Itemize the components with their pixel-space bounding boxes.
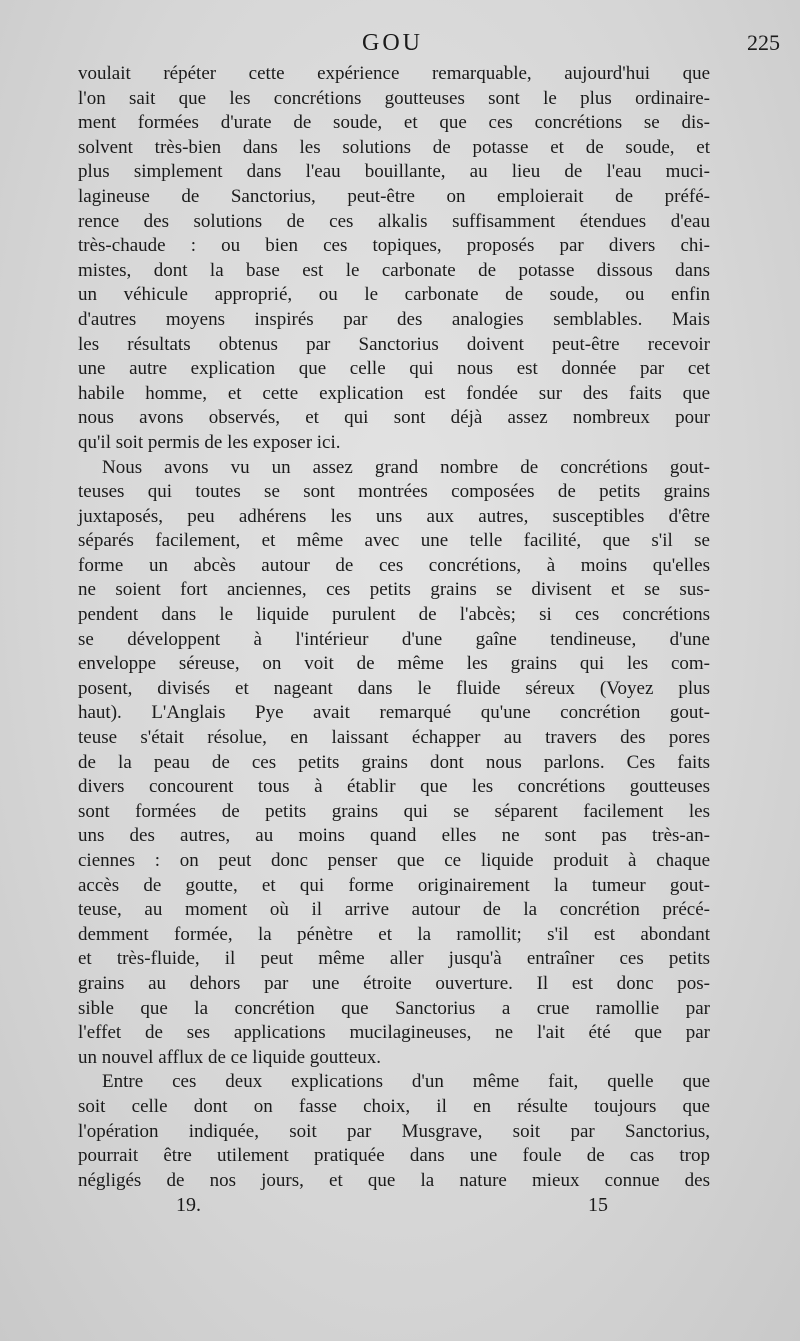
text-line: les résultats obtenus par Sanctorius doivent peut-être recevoir [78,333,710,355]
signature-sheet: 15 [588,1194,608,1216]
text-line: ciennes : on peut donc penser que ce liquide produit à chaque [78,850,710,871]
text-line: forme un abcès autour de ces concrétions, à moins qu'elles [78,554,710,576]
text-line: nous avons observés, et qui sont déjà assez nombreux pour [78,407,710,429]
text-line: soit celle dont on fasse choix, il en résulte toujours que [78,1095,710,1117]
text-line: uns des autres, au moins quand elles ne sont pas très-an- [78,825,710,847]
paragraph [78,1070,710,1193]
text-line: négligés de nos jours, et que la nature mieux connue des [78,1169,710,1191]
text-line: qu'il soit permis de les exposer ici. [78,431,341,453]
text-line: teuse s'était résolue, en laissant échapper au travers des pores [78,727,710,749]
text-line: posent, divisés et nageant dans le fluide séreux (Voyez plus [78,677,710,699]
signature-volume: 19. [176,1194,201,1216]
text-line: et très-fluide, il peut même aller jusqu'à entraîner ces petits [78,948,710,970]
text-line: de la peau de ces petits grains dont nous parlons. Ces faits [78,751,710,773]
paragraph [78,62,710,456]
text-line: divers concourent tous à établir que les concrétions goutteuses [78,776,710,798]
text-line: voulait répéter cette expérience remarquable, aujourd'hui que [78,63,710,84]
text-line: Nous avons vu un assez grand nombre de concrétions gout- [102,456,710,478]
text-line: haut). L'Anglais Pye avait remarqué qu'une concrétion gout- [78,702,710,724]
text-line: un véhicule approprié, ou le carbonate de soude, ou enfin [78,284,710,306]
text-line: plus simplement dans l'eau bouillante, au lieu de l'eau muci- [78,161,710,183]
text-line: habile homme, et cette explication est fondée sur des faits que [78,382,710,404]
text-line: l'effet de ses applications mucilagineuses, ne l'ait été que par [78,1022,710,1044]
text-line: juxtaposés, peu adhérens les uns aux autres, susceptibles d'être [78,505,710,527]
page-body [78,62,710,1193]
text-line: une autre explication que celle qui nous est donnée par cet [78,358,710,380]
text-line: pourrait être utilement pratiquée dans une foule de cas trop [78,1145,710,1167]
text-line: ne soient fort anciennes, ces petits grains se divisent et se sus- [78,579,710,601]
text-line: Entre ces deux explications d'un même fait, quelle que [102,1071,710,1093]
text-line: pendent dans le liquide purulent de l'abcès; si ces concrétions [78,604,710,626]
text-line: sont formées de petits grains qui se séparent facilement les [78,800,710,822]
text-line: l'on sait que les concrétions goutteuses sont le plus ordinaire- [78,87,710,109]
text-line: rence des solutions de ces alkalis suffisamment étendues d'eau [78,210,710,232]
page-footer [0,1194,800,1224]
text-line: lagineuse de Sanctorius, peut-être on emploierait de préfé- [78,185,710,207]
page-number: 225 [747,30,780,55]
text-line: un nouvel afflux de ce liquide goutteux. [78,1046,382,1068]
paragraph [78,456,710,1071]
running-head: GOU [362,30,423,56]
text-line: solvent très-bien dans les solutions de potasse et de soude, et [78,136,710,158]
text-line: séparés facilement, et même avec une telle facilité, que s'il se [78,530,710,552]
text-line: enveloppe séreuse, on voit de même les grains qui les com- [78,653,710,675]
text-line: ment formées d'urate de soude, et que ces concrétions se dis- [78,112,710,134]
text-line: teuse, au moment où il arrive autour de la concrétion précé- [78,899,710,921]
text-line: demment formée, la pénètre et la ramollit; s'il est abondant [78,923,710,945]
text-line: accès de goutte, et qui forme originairement la tumeur gout- [78,874,710,896]
text-line: mistes, dont la base est le carbonate de potasse dissous dans [78,259,710,281]
text-line: grains au dehors par une étroite ouverture. Il est donc pos- [78,972,710,994]
text-line: sible que la concrétion que Sanctorius a crue ramollie par [78,997,710,1019]
page-header [0,30,800,64]
text-line: l'opération indiquée, soit par Musgrave, soit par Sanctorius, [78,1120,710,1142]
text-line: teuses qui toutes se sont montrées composées de petits grains [78,481,710,503]
text-line: d'autres moyens inspirés par des analogies semblables. Mais [78,308,710,330]
text-line: se développent à l'intérieur d'une gaîne tendineuse, d'une [78,628,710,650]
text-line: très-chaude : ou bien ces topiques, proposés par divers chi- [78,235,710,257]
